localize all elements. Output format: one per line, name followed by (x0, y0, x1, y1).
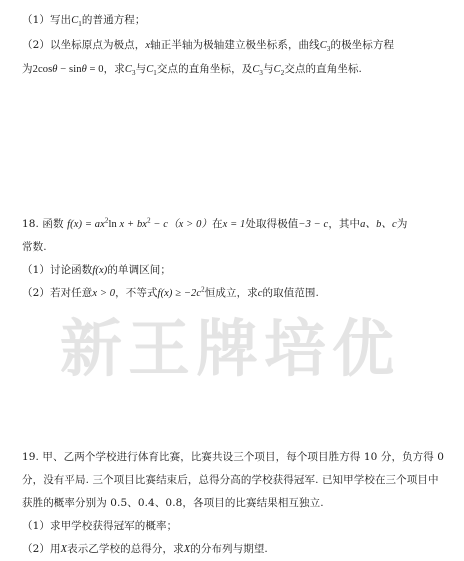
q18-stem-cont: 常数. (22, 241, 47, 253)
watermark: 新王牌培优 (60, 312, 401, 385)
q18-part2: （2）若对任意x > 0，不等式$f(x) \ge -2c^2$恒成立，求c的取值范围. (22, 285, 319, 299)
q18-part1: （1）讨论函数f(x)的单调区间； (22, 264, 171, 276)
q19-part1: （1）求甲学校获得冠军的概率； (22, 520, 178, 532)
q19-stem-line3: 获胜的概率分别为 0.5、0.4、0.8，各项目的比赛结果相互独立. (22, 497, 324, 509)
q17-part2: （2）以坐标原点为极点，x轴正半轴为极轴建立极坐标系，曲线$C_3$的极坐标方程 (22, 39, 395, 54)
q19-part2: （2）用X表示乙学校的总得分，求X的分布列与期望. (22, 543, 268, 555)
q17-part2-cont: 为2cosθ − sinθ = 0，求$C_3$与$C_1$交点的直角坐标，及$C_3$与$C_2$交点的直角坐标. (22, 63, 362, 78)
q19-stem-line2: 分，没有平局. 三个项目比赛结束后，总得分高的学校获得冠军. 已知甲学校在三个项目中 (22, 474, 439, 486)
q19-stem-line1: 19. 甲、乙两个学校进行体育比赛，比赛共设三个项目，每个项目胜方得 10 分，负方得 0 (22, 451, 445, 463)
q18-stem: 18. 函数 $f(x) = ax^2\ln$ $x + bx^2 - c(x > 0)$在x = 1处取得极值−3 − c，其中a、b、c为 (22, 216, 408, 230)
q17-part1: （1）写出$C_1$的普通方程； (22, 14, 146, 29)
